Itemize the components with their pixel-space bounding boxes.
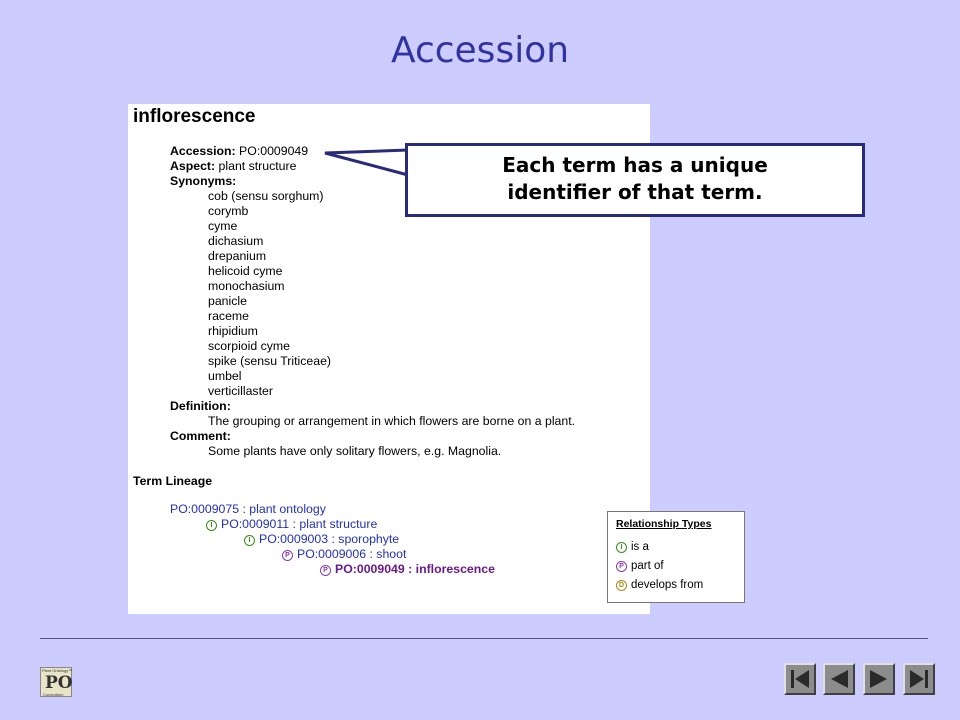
last-slide-button[interactable] [903, 663, 935, 695]
legend-label: develops from [631, 579, 704, 591]
synonyms-label: Synonyms: [170, 174, 237, 188]
develops-from-icon: D [616, 580, 627, 591]
legend-item [616, 541, 649, 553]
back-arrow-icon [825, 665, 853, 693]
accession-label: Accession: [170, 144, 236, 158]
footer-divider [40, 638, 928, 639]
lineage-link[interactable]: PO:0009006 : shoot [297, 547, 407, 561]
synonym-item: drepanium [208, 249, 267, 263]
forward-arrow-icon [865, 665, 893, 693]
legend-item [616, 579, 703, 591]
synonym-item: rhipidium [208, 324, 258, 338]
skip-back-icon [786, 665, 814, 693]
callout-line: identifier of that term. [507, 180, 763, 204]
is-a-icon: I [206, 520, 217, 531]
term-name: inflorescence [133, 106, 256, 127]
part-of-icon: P [282, 550, 293, 561]
synonym-item: verticillaster [208, 384, 273, 398]
synonym-item: dichasium [208, 234, 264, 248]
logo-bottom-text: Consortium [43, 692, 64, 697]
first-slide-button[interactable] [784, 663, 816, 695]
synonym-item: corymb [208, 204, 249, 218]
aspect-label: Aspect: [170, 159, 216, 173]
term-lineage [170, 502, 495, 577]
skip-forward-icon [905, 665, 933, 693]
lineage-item[interactable] [170, 517, 495, 532]
synonym-item: scorpioid cyme [208, 339, 291, 353]
part-of-icon: P [616, 561, 627, 572]
definition-text: The grouping or arrangement in which flowers are borne on a plant. [208, 414, 576, 428]
lineage-link[interactable]: PO:0009003 : sporophyte [259, 532, 400, 546]
previous-slide-button[interactable] [823, 663, 855, 695]
callout-line: Each term has a unique [502, 153, 768, 177]
synonym-item: panicle [208, 294, 247, 308]
logo-mark: PO [45, 673, 73, 693]
lineage-link[interactable]: PO:0009011 : plant structure [221, 517, 378, 531]
aspect-value: plant structure [218, 159, 297, 173]
part-of-icon: P [320, 565, 331, 576]
synonym-item: monochasium [208, 279, 285, 293]
slide-title: Accession [390, 30, 570, 71]
term-lineage-heading: Term Lineage [133, 474, 213, 488]
synonym-item: spike (sensu Triticeae) [208, 354, 332, 368]
synonym-item: cob (sensu sorghum) [208, 189, 324, 203]
lineage-current-term: PO:0009049 : inflorescence [335, 562, 495, 576]
lineage-item[interactable] [170, 547, 495, 562]
synonym-item: umbel [208, 369, 242, 383]
logo-top-text: Plant Ontology™ [42, 668, 73, 673]
lineage-link[interactable]: PO:0009075 : plant ontology [170, 502, 326, 516]
relationship-types-legend [607, 511, 745, 603]
callout-box [405, 143, 865, 217]
synonym-item: cyme [208, 219, 238, 233]
synonym-item: helicoid cyme [208, 264, 283, 278]
definition-label: Definition: [170, 399, 231, 413]
comment-label: Comment: [170, 429, 231, 443]
accession-value: PO:0009049 [239, 144, 309, 158]
is-a-icon: I [616, 542, 627, 553]
lineage-item[interactable] [170, 502, 495, 517]
lineage-item[interactable] [170, 532, 495, 547]
comment-text: Some plants have only solitary flowers, e.g. Magnolia. [208, 444, 502, 458]
legend-item [616, 560, 664, 572]
lineage-item-current [170, 562, 495, 577]
po-consortium-logo [40, 667, 72, 697]
legend-label: is a [631, 541, 649, 553]
next-slide-button[interactable] [863, 663, 895, 695]
legend-label: part of [631, 560, 664, 572]
legend-title: Relationship Types [616, 518, 712, 530]
synonym-item: raceme [208, 309, 250, 323]
is-a-icon: I [244, 535, 255, 546]
